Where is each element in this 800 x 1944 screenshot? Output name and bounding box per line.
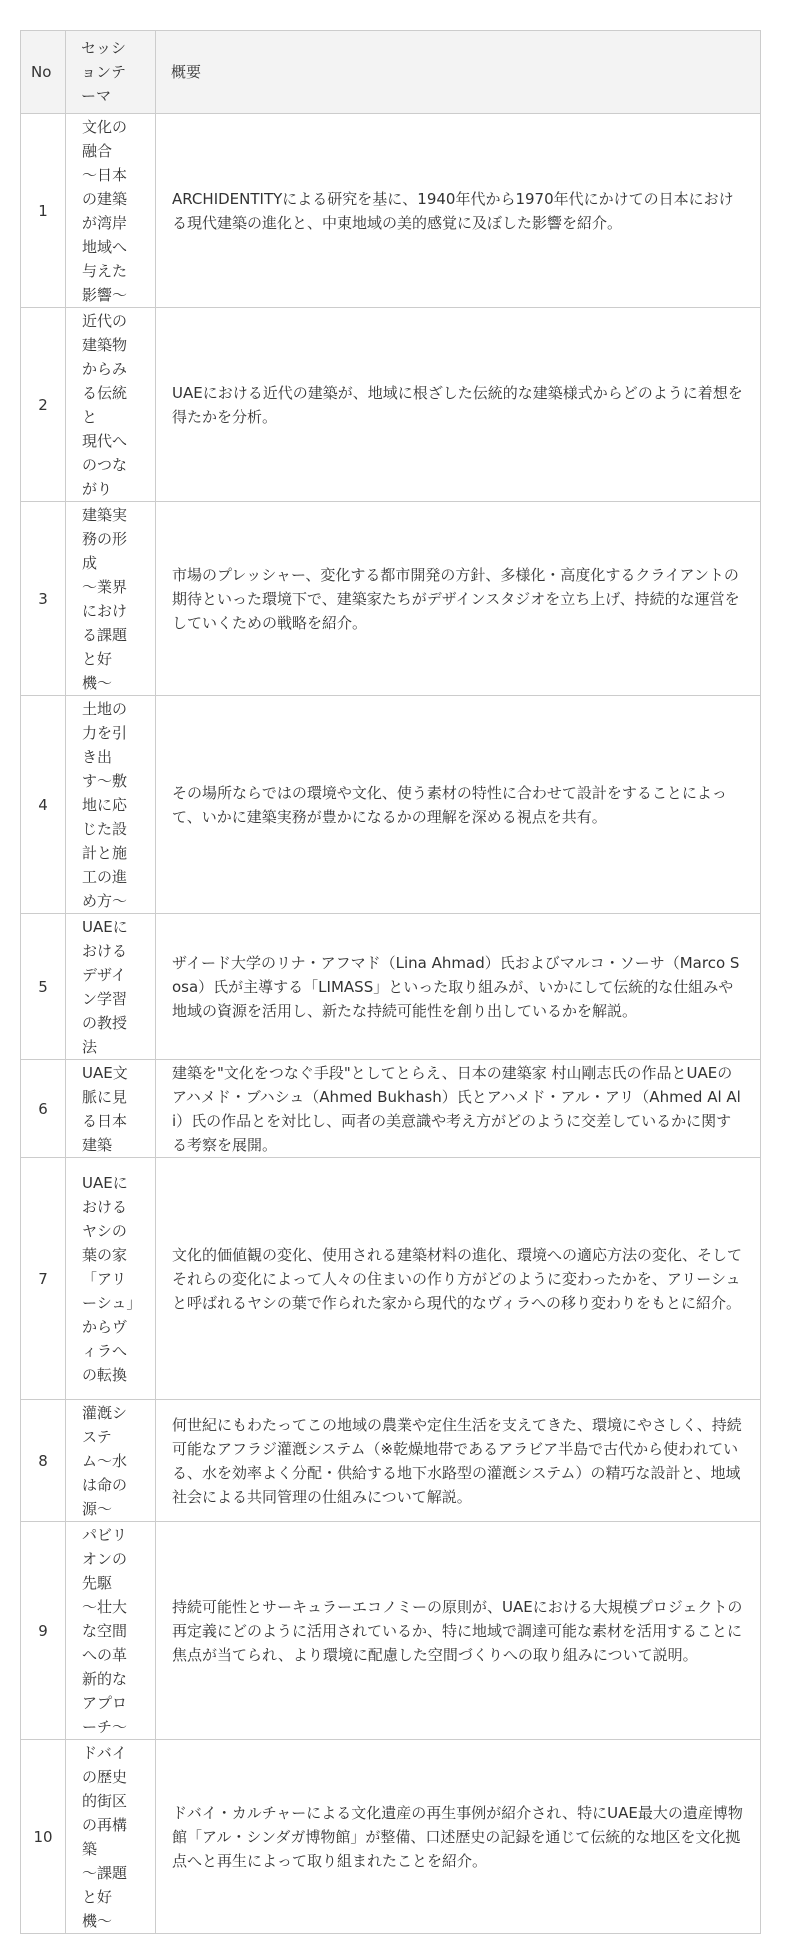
row-no: 7 bbox=[21, 1158, 66, 1400]
row-no: 1 bbox=[21, 114, 66, 308]
row-summary: 建築を"文化をつなぐ手段"としてとらえ、日本の建築家 村山剛志氏の作品とUAEのアハメド・ブハシュ（Ahmed Bukhash）氏とアハメド・アル・アリ（Ahmed Al Ali）氏の作品とを対比し、両者の美意識や考え方がどのように交差しているかに関する考察を展開。 bbox=[156, 1060, 761, 1158]
row-summary: ARCHIDENTITYによる研究を基に、1940年代から1970年代にかけての日本における現代建築の進化と、中東地域の美的感覚に及ぼした影響を紹介。 bbox=[156, 114, 761, 308]
table-row bbox=[21, 1158, 761, 1400]
table-row bbox=[21, 308, 761, 502]
table-header bbox=[21, 31, 761, 114]
row-no: 3 bbox=[21, 502, 66, 696]
table-row bbox=[21, 114, 761, 308]
table-row bbox=[21, 696, 761, 914]
row-theme: パビリオンの先駆 〜壮大な空間への革新的なアプローチ〜 bbox=[66, 1522, 156, 1740]
table-row bbox=[21, 502, 761, 696]
header-theme: セッションテーマ bbox=[66, 31, 156, 114]
row-summary: 市場のプレッシャー、変化する都市開発の方針、多様化・高度化するクライアントの期待といった環境下で、建築家たちがデザインスタジオを立ち上げ、持続的な運営をしていくための戦略を紹介。 bbox=[156, 502, 761, 696]
row-theme: UAEにおけるデザイン学習の教授法 bbox=[66, 914, 156, 1060]
row-theme: UAE文脈に見る日本建築 bbox=[66, 1060, 156, 1158]
row-no: 9 bbox=[21, 1522, 66, 1740]
row-no: 6 bbox=[21, 1060, 66, 1158]
row-summary: 持続可能性とサーキュラーエコノミーの原則が、UAEにおける大規模プロジェクトの再定義にどのように活用されているか、特に地域で調達可能な素材を活用することに焦点が当てられ、より環境に配慮した空間づくりへの取り組みについて説明。 bbox=[156, 1522, 761, 1740]
row-no: 2 bbox=[21, 308, 66, 502]
row-summary: ザイード大学のリナ・アフマド（Lina Ahmad）氏およびマルコ・ソーサ（Marco Sosa）氏が主導する「LIMASS」といった取り組みが、いかにして伝統的な仕組みや地域の資源を活用し、新たな持続可能性を創り出しているかを解説。 bbox=[156, 914, 761, 1060]
header-no: No bbox=[21, 31, 66, 114]
header-row bbox=[21, 31, 761, 114]
row-summary: その場所ならではの環境や文化、使う素材の特性に合わせて設計をすることによって、いかに建築実務が豊かになるかの理解を深める視点を共有。 bbox=[156, 696, 761, 914]
table-body bbox=[21, 114, 761, 1934]
row-summary: ドバイ・カルチャーによる文化遺産の再生事例が紹介され、特にUAE最大の遺産博物館「アル・シンダガ博物館」が整備、口述歴史の記録を通じて伝統的な地区を文化拠点へと再生によって取り組まれたことを紹介。 bbox=[156, 1740, 761, 1934]
session-table-container bbox=[20, 30, 760, 1934]
table-row bbox=[21, 1522, 761, 1740]
row-summary: UAEにおける近代の建築が、地域に根ざした伝統的な建築様式からどのように着想を得たかを分析。 bbox=[156, 308, 761, 502]
session-table bbox=[20, 30, 761, 1934]
row-summary: 何世紀にもわたってこの地域の農業や定住生活を支えてきた、環境にやさしく、持続可能なアフラジ灌漑システム（※乾燥地帯であるアラビア半島で古代から使われている、水を効率よく分配・供給する地下水路型の灌漑システム）の精巧な設計と、地域社会による共同管理の仕組みについて解説。 bbox=[156, 1400, 761, 1522]
row-theme: 灌漑システム〜水は命の源〜 bbox=[66, 1400, 156, 1522]
row-theme: 文化の融合 〜日本の建築が湾岸地域へ与えた影響〜 bbox=[66, 114, 156, 308]
row-theme: 建築実務の形成 〜業界における課題と好機〜 bbox=[66, 502, 156, 696]
row-theme: 土地の力を引き出す〜敷地に応じた設計と施工の進め方〜 bbox=[66, 696, 156, 914]
row-theme: ドバイの歴史的街区の再構築 〜課題と好機〜 bbox=[66, 1740, 156, 1934]
header-summary: 概要 bbox=[156, 31, 761, 114]
table-row bbox=[21, 1740, 761, 1934]
row-no: 10 bbox=[21, 1740, 66, 1934]
table-row bbox=[21, 1400, 761, 1522]
row-theme: UAEにおけるヤシの葉の家「アリーシュ」からヴィラへの転換 bbox=[66, 1158, 156, 1400]
row-summary: 文化的価値観の変化、使用される建築材料の進化、環境への適応方法の変化、そしてそれらの変化によって人々の住まいの作り方がどのように変わったかを、アリーシュと呼ばれるヤシの葉で作られた家から現代的なヴィラへの移り変わりをもとに紹介。 bbox=[156, 1158, 761, 1400]
row-no: 5 bbox=[21, 914, 66, 1060]
table-row bbox=[21, 1060, 761, 1158]
row-no: 4 bbox=[21, 696, 66, 914]
row-no: 8 bbox=[21, 1400, 66, 1522]
table-row bbox=[21, 914, 761, 1060]
row-theme: 近代の建築物からみる伝統と 現代へのつながり bbox=[66, 308, 156, 502]
